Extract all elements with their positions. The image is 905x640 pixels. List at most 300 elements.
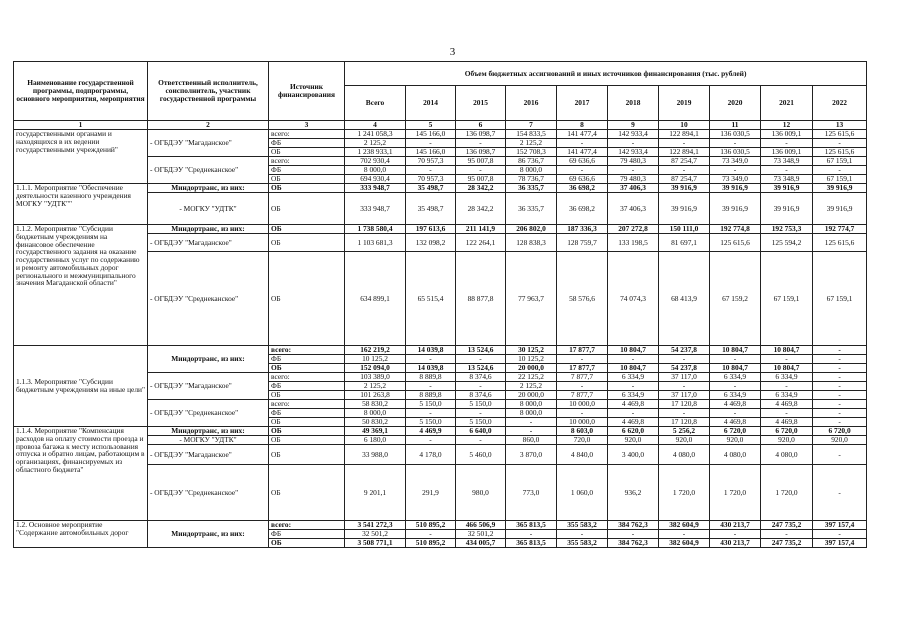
cell-year-value: 5 150,0 (456, 418, 506, 427)
cell-year-value: 65 515,4 (406, 252, 456, 346)
cell-year-value: 10 000,0 (557, 418, 608, 427)
cell-year-value: - (710, 382, 761, 391)
cell-year-value: 14 039,8 (406, 346, 456, 355)
col-number: 7 (506, 121, 557, 130)
row-source: ФБ (269, 355, 345, 364)
cell-year-value: - (608, 409, 659, 418)
cell-year-value: 4 080,0 (659, 445, 710, 465)
cell-year-value: - (813, 409, 867, 418)
cell-year-value: 125 615,6 (813, 148, 867, 157)
row-name: 1.1.3. Мероприятие "Субсидии бюджетным учреждениям на иные цели" (14, 346, 148, 427)
row-source: ОБ (269, 427, 345, 436)
cell-year-value: 430 213,7 (710, 521, 761, 530)
cell-year-value: 36 335,7 (506, 184, 557, 193)
cell-total: 103 389,0 (345, 373, 406, 382)
cell-year-value: 28 342,2 (456, 184, 506, 193)
cell-year-value: 6 720,0 (761, 427, 813, 436)
cell-year-value: 8 889,8 (406, 373, 456, 382)
row-source: ФБ (269, 166, 345, 175)
cell-year-value: - (456, 139, 506, 148)
cell-year-value: 136 030,5 (710, 130, 761, 139)
cell-year-value: - (659, 166, 710, 175)
year-header: 2015 (456, 86, 506, 121)
row-source: ОБ (269, 252, 345, 346)
cell-year-value: 6 334,9 (710, 373, 761, 382)
cell-year-value: - (659, 355, 710, 364)
cell-year-value: 67 159,1 (813, 157, 867, 166)
cell-year-value: 920,0 (608, 436, 659, 445)
cell-year-value: 37 117,0 (659, 373, 710, 382)
cell-year-value: - (557, 355, 608, 364)
cell-year-value: 384 762,3 (608, 539, 659, 548)
cell-year-value: 14 039,8 (406, 364, 456, 373)
cell-year-value: 88 877,8 (456, 252, 506, 346)
cell-year-value: 920,0 (659, 436, 710, 445)
cell-year-value: 860,0 (506, 436, 557, 445)
cell-year-value: 10 804,7 (761, 346, 813, 355)
cell-total: 49 369,1 (345, 427, 406, 436)
cell-total: 50 830,2 (345, 418, 406, 427)
cell-year-value: 141 477,4 (557, 148, 608, 157)
cell-total: 702 930,4 (345, 157, 406, 166)
cell-year-value: 6 640,0 (456, 427, 506, 436)
cell-year-value: 13 524,6 (456, 364, 506, 373)
cell-year-value: 10 804,7 (710, 364, 761, 373)
cell-year-value: 187 336,3 (557, 225, 608, 234)
cell-year-value: 36 698,2 (557, 184, 608, 193)
cell-year-value: 197 613,6 (406, 225, 456, 234)
col-number: 1 (14, 121, 148, 130)
row-source: ФБ (269, 382, 345, 391)
cell-year-value: 291,9 (406, 465, 456, 521)
cell-year-value: - (659, 139, 710, 148)
row-source: ОБ (269, 436, 345, 445)
cell-year-value: 22 125,2 (506, 373, 557, 382)
cell-year-value: 136 030,5 (710, 148, 761, 157)
cell-year-value: 4 469,8 (608, 400, 659, 409)
cell-year-value: 4 080,0 (710, 445, 761, 465)
cell-year-value: 79 480,3 (608, 175, 659, 184)
cell-year-value: 466 506,9 (456, 521, 506, 530)
cell-year-value: - (710, 139, 761, 148)
cell-year-value: - (608, 139, 659, 148)
row-executor: - МОГКУ "УДТК" (148, 436, 269, 445)
cell-year-value: 86 736,7 (506, 157, 557, 166)
cell-year-value: 4 840,0 (557, 445, 608, 465)
cell-year-value: 10 125,2 (506, 355, 557, 364)
cell-year-value: 17 877,7 (557, 346, 608, 355)
cell-year-value: 4 469,8 (761, 418, 813, 427)
cell-year-value: 2 125,2 (506, 382, 557, 391)
cell-year-value: 6 334,9 (761, 373, 813, 382)
cell-total: 694 930,4 (345, 175, 406, 184)
cell-year-value: 81 697,1 (659, 234, 710, 252)
cell-year-value: - (813, 373, 867, 382)
cell-year-value: - (659, 382, 710, 391)
col-total-header: Всего (345, 86, 406, 121)
cell-year-value: 382 604,9 (659, 539, 710, 548)
cell-year-value: 434 005,7 (456, 539, 506, 548)
cell-year-value: 69 636,6 (557, 157, 608, 166)
cell-year-value: 39 916,9 (659, 193, 710, 225)
cell-year-value: 510 895,2 (406, 521, 456, 530)
cell-year-value: 73 348,9 (761, 157, 813, 166)
cell-year-value: - (456, 409, 506, 418)
cell-year-value: 8 000,0 (506, 400, 557, 409)
cell-year-value: 87 254,7 (659, 157, 710, 166)
cell-year-value: - (557, 530, 608, 539)
cell-year-value: 70 957,3 (406, 157, 456, 166)
cell-total: 9 201,1 (345, 465, 406, 521)
row-source: ОБ (269, 539, 345, 548)
row-source: ОБ (269, 465, 345, 521)
row-executor: - ОГБДЭУ "Магаданское" (148, 445, 269, 465)
cell-year-value: 20 000,0 (506, 364, 557, 373)
col-volume-header: Объем бюджетных ассигнований и иных источников финансирования (тыс. рублей) (345, 62, 867, 86)
cell-year-value: 70 957,3 (406, 175, 456, 184)
cell-year-value: 145 166,0 (406, 148, 456, 157)
cell-year-value: - (813, 355, 867, 364)
column-number-row (14, 121, 867, 130)
year-header: 2016 (506, 86, 557, 121)
cell-year-value: - (456, 382, 506, 391)
cell-year-value: - (406, 166, 456, 175)
cell-year-value: - (557, 166, 608, 175)
cell-total: 162 219,2 (345, 346, 406, 355)
cell-year-value: 35 498,7 (406, 193, 456, 225)
cell-year-value: - (406, 530, 456, 539)
cell-year-value: - (710, 166, 761, 175)
cell-year-value: 8 603,0 (557, 427, 608, 436)
row-source: ОБ (269, 364, 345, 373)
cell-year-value: 37 117,0 (659, 391, 710, 400)
year-header: 2022 (813, 86, 867, 121)
cell-year-value: 77 963,7 (506, 252, 557, 346)
col-name-header: Наименование государственной программы, подпрограммы, основного мероприятия, мероприятия (14, 62, 148, 121)
cell-total: 333 948,7 (345, 193, 406, 225)
cell-year-value: 36 698,2 (557, 193, 608, 225)
cell-year-value: 510 895,2 (406, 539, 456, 548)
cell-year-value: 6 720,0 (710, 427, 761, 436)
row-source: ОБ (269, 184, 345, 193)
cell-year-value: 39 916,9 (813, 193, 867, 225)
cell-year-value: 95 007,8 (456, 157, 506, 166)
row-executor: - ОГБДЭУ "Магаданское" (148, 234, 269, 252)
col-number: 8 (557, 121, 608, 130)
col-number: 9 (608, 121, 659, 130)
cell-year-value: 192 753,3 (761, 225, 813, 234)
cell-year-value: - (710, 355, 761, 364)
row-executor: - ОГБДЭУ "Среднеканское" (148, 400, 269, 427)
cell-year-value: 1 720,0 (659, 465, 710, 521)
cell-year-value: 365 813,5 (506, 521, 557, 530)
cell-total: 333 948,7 (345, 184, 406, 193)
row-name: 1.1.1. Мероприятие "Обеспечение деятельности казенного учреждения МОГКУ "УДТК"" (14, 184, 148, 225)
row-name: 1.1.4. Мероприятие "Компенсация расходов на оплату стоимости проезда и провоза багажа к месту использования отпуска и обратно лицам, работающим в организациях, финансируемых из областного бюджета" (14, 427, 148, 521)
cell-total: 1 238 933,1 (345, 148, 406, 157)
cell-year-value: - (406, 436, 456, 445)
cell-year-value: 3 400,0 (608, 445, 659, 465)
col-number: 10 (659, 121, 710, 130)
row-executor: - ОГБДЭУ "Среднеканское" (148, 157, 269, 184)
row-source: ОБ (269, 148, 345, 157)
cell-year-value: - (406, 382, 456, 391)
cell-year-value: - (761, 409, 813, 418)
row-name: 1.1.2. Мероприятие "Субсидии бюджетным учреждениям на финансовое обеспечение государственного задания на оказание государственных услуг по содержанию и ремонту автомобильных дорог регионального и межмуниципального значения Магаданской области" (14, 225, 148, 346)
year-header: 2021 (761, 86, 813, 121)
cell-year-value: 69 636,6 (557, 175, 608, 184)
cell-year-value: 39 916,9 (813, 184, 867, 193)
cell-year-value: 32 501,2 (456, 530, 506, 539)
cell-year-value: 10 000,0 (557, 400, 608, 409)
cell-year-value: 17 877,7 (557, 364, 608, 373)
cell-year-value: 365 813,5 (506, 539, 557, 548)
budget-table (13, 61, 867, 548)
cell-year-value: 67 159,1 (813, 175, 867, 184)
cell-year-value: 1 720,0 (761, 465, 813, 521)
cell-year-value: - (813, 139, 867, 148)
cell-year-value: 95 007,8 (456, 175, 506, 184)
cell-year-value: 936,2 (608, 465, 659, 521)
cell-total: 1 241 058,3 (345, 130, 406, 139)
row-source: ОБ (269, 225, 345, 234)
cell-year-value: - (813, 418, 867, 427)
cell-year-value: 132 098,2 (406, 234, 456, 252)
year-header: 2017 (557, 86, 608, 121)
cell-year-value: - (506, 530, 557, 539)
row-source: ФБ (269, 409, 345, 418)
table-row (14, 521, 867, 530)
cell-year-value: - (813, 391, 867, 400)
cell-year-value: 4 080,0 (761, 445, 813, 465)
cell-year-value: 4 469,8 (710, 400, 761, 409)
year-header: 2014 (406, 86, 456, 121)
row-executor: Миндортранс, из них: (148, 346, 269, 373)
cell-year-value: - (608, 166, 659, 175)
cell-year-value: 3 870,0 (506, 445, 557, 465)
cell-year-value: 8 374,6 (456, 373, 506, 382)
col-number: 5 (406, 121, 456, 130)
cell-year-value: 39 916,9 (761, 193, 813, 225)
cell-total: 101 263,8 (345, 391, 406, 400)
cell-year-value: - (406, 355, 456, 364)
cell-total: 1 103 681,3 (345, 234, 406, 252)
cell-year-value: 382 604,9 (659, 521, 710, 530)
cell-year-value: 247 735,2 (761, 539, 813, 548)
cell-year-value: 6 334,9 (608, 391, 659, 400)
cell-year-value: 1 720,0 (710, 465, 761, 521)
cell-year-value: - (813, 166, 867, 175)
row-executor: Миндортранс, из них: (148, 225, 269, 234)
row-source: ОБ (269, 445, 345, 465)
row-source: ОБ (269, 175, 345, 184)
cell-year-value: 39 916,9 (710, 193, 761, 225)
page-number: 3 (449, 46, 456, 58)
cell-year-value: 142 933,4 (608, 130, 659, 139)
cell-year-value: - (710, 409, 761, 418)
cell-year-value: 35 498,7 (406, 184, 456, 193)
cell-year-value: 6 720,0 (813, 427, 867, 436)
cell-year-value: 355 583,2 (557, 521, 608, 530)
cell-year-value: - (608, 530, 659, 539)
cell-year-value: 37 406,3 (608, 184, 659, 193)
row-source: всего: (269, 130, 345, 139)
cell-total: 1 738 580,4 (345, 225, 406, 234)
cell-year-value: 141 477,4 (557, 130, 608, 139)
cell-year-value: - (761, 530, 813, 539)
cell-year-value: 6 334,9 (761, 391, 813, 400)
cell-year-value: 7 877,7 (557, 391, 608, 400)
cell-year-value: 125 615,6 (813, 130, 867, 139)
cell-year-value: 7 877,7 (557, 373, 608, 382)
cell-year-value: 6 334,9 (608, 373, 659, 382)
cell-year-value: - (557, 139, 608, 148)
col-executor-header: Ответственный исполнитель, соисполнитель, участник государственной программы (148, 62, 269, 121)
cell-year-value: 8 889,8 (406, 391, 456, 400)
cell-year-value: 154 833,5 (506, 130, 557, 139)
cell-total: 33 988,0 (345, 445, 406, 465)
cell-year-value: - (456, 166, 506, 175)
col-number: 6 (456, 121, 506, 130)
cell-year-value: 4 469,9 (406, 427, 456, 436)
cell-year-value: 6 334,9 (710, 391, 761, 400)
col-source-header: Источник финансирования (269, 62, 345, 121)
col-number: 4 (345, 121, 406, 130)
cell-year-value: 133 198,5 (608, 234, 659, 252)
cell-year-value: 5 150,0 (456, 400, 506, 409)
cell-year-value: - (813, 400, 867, 409)
cell-year-value: 720,0 (557, 436, 608, 445)
cell-year-value: 79 480,3 (608, 157, 659, 166)
cell-year-value: - (406, 139, 456, 148)
cell-year-value: 5 150,0 (406, 418, 456, 427)
col-number: 12 (761, 121, 813, 130)
year-header: 2019 (659, 86, 710, 121)
cell-total: 3 541 272,3 (345, 521, 406, 530)
cell-year-value: 67 159,1 (761, 252, 813, 346)
cell-year-value: - (761, 166, 813, 175)
cell-year-value: - (813, 445, 867, 465)
cell-year-value: 36 335,7 (506, 193, 557, 225)
cell-year-value: 136 098,7 (456, 130, 506, 139)
cell-year-value: 980,0 (456, 465, 506, 521)
row-executor: - ОГБДЭУ "Среднеканское" (148, 465, 269, 521)
cell-year-value: - (761, 355, 813, 364)
cell-year-value: 920,0 (710, 436, 761, 445)
cell-year-value: 5 460,0 (456, 445, 506, 465)
cell-year-value: 384 762,3 (608, 521, 659, 530)
cell-year-value: 125 615,6 (813, 234, 867, 252)
row-name: 1.2. Основное мероприятие "Содержание автомобильных дорог (14, 521, 148, 548)
cell-total: 2 125,2 (345, 382, 406, 391)
cell-year-value: 145 166,0 (406, 130, 456, 139)
cell-year-value: 73 349,0 (710, 157, 761, 166)
cell-year-value: 152 708,3 (506, 148, 557, 157)
cell-year-value: 8 000,0 (506, 166, 557, 175)
cell-year-value: 37 406,3 (608, 193, 659, 225)
cell-year-value: 10 804,7 (608, 346, 659, 355)
cell-year-value: 10 804,7 (710, 346, 761, 355)
cell-year-value: - (506, 427, 557, 436)
cell-year-value: - (608, 382, 659, 391)
cell-total: 58 830,2 (345, 400, 406, 409)
cell-year-value: 58 576,6 (557, 252, 608, 346)
table-row (14, 225, 867, 234)
table-row (14, 346, 867, 355)
cell-year-value: 5 256,2 (659, 427, 710, 436)
cell-year-value: 13 524,6 (456, 346, 506, 355)
cell-year-value: 73 349,0 (710, 175, 761, 184)
cell-year-value: 78 736,7 (506, 175, 557, 184)
cell-year-value: 128 759,7 (557, 234, 608, 252)
cell-year-value: - (761, 139, 813, 148)
year-header: 2018 (608, 86, 659, 121)
cell-year-value: 1 060,0 (557, 465, 608, 521)
cell-year-value: 73 348,9 (761, 175, 813, 184)
cell-year-value: 17 120,8 (659, 418, 710, 427)
cell-year-value: 122 894,1 (659, 130, 710, 139)
cell-year-value: 10 804,7 (761, 364, 813, 373)
cell-year-value: 430 213,7 (710, 539, 761, 548)
row-source: всего: (269, 346, 345, 355)
cell-year-value: - (710, 530, 761, 539)
cell-year-value: 773,0 (506, 465, 557, 521)
row-source: всего: (269, 400, 345, 409)
cell-total: 152 094,0 (345, 364, 406, 373)
cell-year-value: 10 804,7 (608, 364, 659, 373)
cell-year-value: 397 157,4 (813, 539, 867, 548)
cell-year-value: - (813, 346, 867, 355)
cell-year-value: 142 933,4 (608, 148, 659, 157)
cell-year-value: 68 413,9 (659, 252, 710, 346)
cell-year-value: 136 098,7 (456, 148, 506, 157)
cell-year-value: 74 074,3 (608, 252, 659, 346)
cell-year-value: 125 594,2 (761, 234, 813, 252)
cell-year-value: - (406, 409, 456, 418)
cell-year-value: 20 000,0 (506, 391, 557, 400)
cell-total: 634 899,1 (345, 252, 406, 346)
cell-year-value: - (456, 436, 506, 445)
col-number: 2 (148, 121, 269, 130)
cell-year-value: 17 120,8 (659, 400, 710, 409)
cell-year-value: - (813, 364, 867, 373)
cell-year-value: 211 141,9 (456, 225, 506, 234)
cell-year-value: 2 125,2 (506, 139, 557, 148)
row-source: ОБ (269, 391, 345, 400)
cell-year-value: 192 774,8 (710, 225, 761, 234)
row-executor: - ОГБДЭУ "Среднеканское" (148, 252, 269, 346)
cell-year-value: 67 159,2 (710, 252, 761, 346)
cell-total: 6 180,0 (345, 436, 406, 445)
cell-year-value: 125 615,6 (710, 234, 761, 252)
cell-year-value: 8 000,0 (506, 409, 557, 418)
cell-year-value: 247 735,2 (761, 521, 813, 530)
cell-year-value: 39 916,9 (761, 184, 813, 193)
table-row (14, 130, 867, 139)
row-source: ОБ (269, 234, 345, 252)
cell-year-value: 122 894,1 (659, 148, 710, 157)
cell-year-value: 355 583,2 (557, 539, 608, 548)
cell-year-value: 4 469,8 (761, 400, 813, 409)
row-executor: - МОГКУ "УДТК" (148, 193, 269, 225)
cell-year-value: 397 157,4 (813, 521, 867, 530)
row-executor: - ОГБДЭУ "Магаданское" (148, 373, 269, 400)
cell-year-value: - (557, 382, 608, 391)
col-number: 3 (269, 121, 345, 130)
cell-year-value: - (659, 530, 710, 539)
row-source: ФБ (269, 139, 345, 148)
cell-year-value: 136 009,1 (761, 148, 813, 157)
